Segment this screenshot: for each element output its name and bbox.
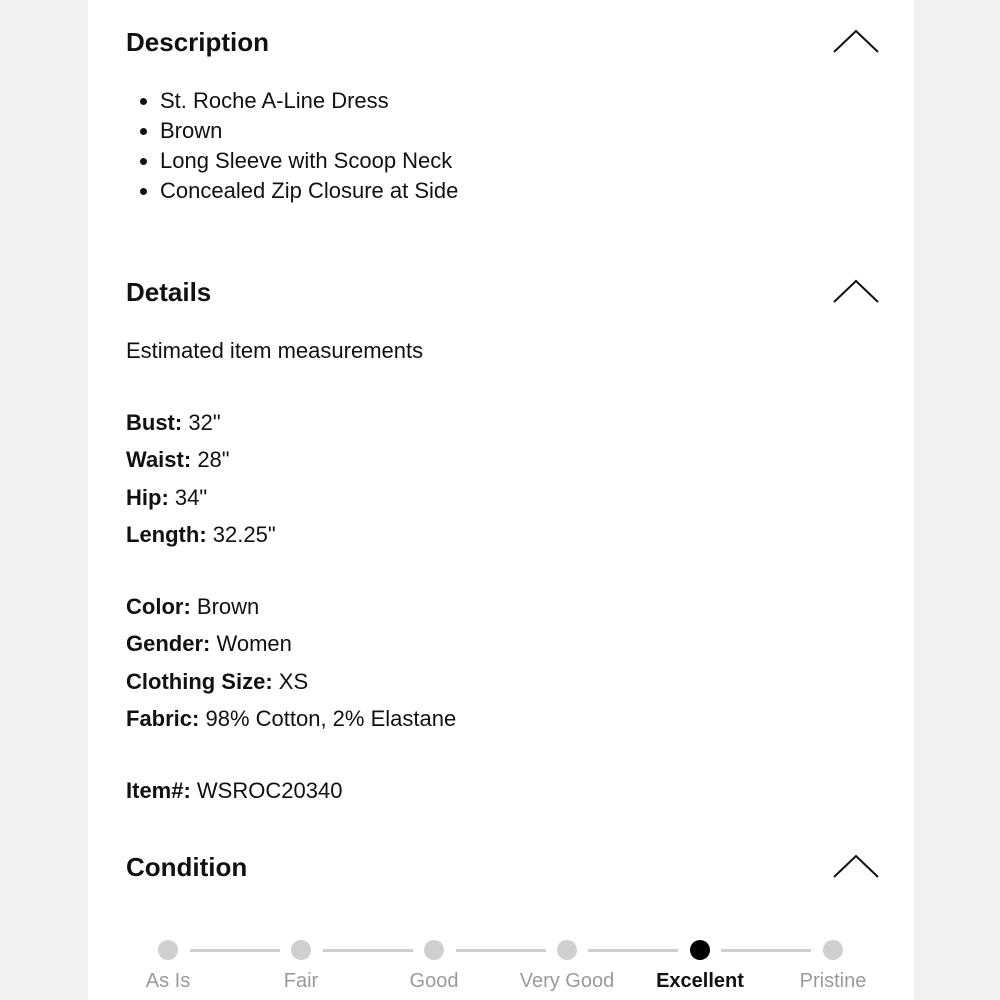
description-list (126, 86, 458, 206)
measurement-value: 34" (174, 485, 208, 510)
measurement-label: Waist: (126, 447, 192, 472)
attribute-label: Clothing Size: (126, 669, 273, 694)
item-number-value: WSROC20340 (196, 778, 343, 803)
condition-label: Pristine (799, 970, 867, 992)
condition-track-segment (721, 949, 811, 952)
measurement-label: Hip: (126, 485, 169, 510)
attribute-label: Fabric: (126, 706, 200, 731)
details-header[interactable] (126, 272, 880, 312)
condition-label: Very Good (519, 970, 615, 992)
condition-label: Fair (283, 970, 319, 992)
measurement-waist (126, 445, 230, 475)
measurement-label: Bust: (126, 410, 183, 435)
condition-track-segment (190, 949, 280, 952)
measurement-label: Length: (126, 522, 207, 547)
attribute-color (126, 592, 259, 622)
measurement-bust (126, 408, 221, 438)
chevron-up-icon[interactable] (832, 28, 880, 56)
product-info-panel (88, 0, 914, 1000)
attribute-label: Color: (126, 594, 191, 619)
condition-label-selected: Excellent (656, 970, 744, 992)
attribute-gender (126, 629, 292, 659)
measurement-value: 32" (188, 410, 221, 435)
attribute-value: XS (278, 669, 309, 694)
details-intro: Estimated item measurements (126, 338, 424, 363)
condition-dot-good[interactable] (424, 940, 444, 960)
item-number-label: Item#: (126, 778, 191, 803)
condition-dot-as-is[interactable] (158, 940, 178, 960)
condition-track-segment (323, 949, 413, 952)
condition-dot-excellent[interactable] (690, 940, 710, 960)
condition-track-segment (456, 949, 546, 952)
measurement-hip (126, 483, 207, 513)
chevron-up-icon[interactable] (832, 853, 880, 881)
attribute-value: 98% Cotton, 2% Elastane (205, 706, 457, 731)
list-item: • St. Roche A-Line Dress (160, 86, 458, 116)
attribute-value: Brown (196, 594, 260, 619)
condition-dot-very-good[interactable] (557, 940, 577, 960)
description-header[interactable] (126, 22, 880, 62)
measurement-length (126, 520, 276, 550)
item-number (126, 776, 342, 806)
condition-scale (88, 930, 914, 1000)
attribute-size (126, 667, 308, 697)
list-item: • Concealed Zip Closure at Side (160, 176, 458, 206)
measurement-value: 32.25" (212, 522, 276, 547)
chevron-up-icon[interactable] (832, 278, 880, 306)
measurement-value: 28" (197, 447, 230, 472)
condition-dot-fair[interactable] (291, 940, 311, 960)
attribute-label: Gender: (126, 631, 211, 656)
details-title: Details (126, 277, 212, 307)
list-item: • Brown (160, 116, 458, 146)
condition-header[interactable] (126, 847, 880, 887)
condition-label: As Is (145, 970, 191, 992)
condition-track-segment (588, 949, 678, 952)
attribute-fabric (126, 704, 456, 734)
list-item: • Long Sleeve with Scoop Neck (160, 146, 458, 176)
condition-dot-pristine[interactable] (823, 940, 843, 960)
condition-title: Condition (126, 852, 248, 882)
attribute-value: Women (216, 631, 292, 656)
description-title: Description (126, 27, 270, 57)
condition-label: Good (409, 970, 459, 992)
